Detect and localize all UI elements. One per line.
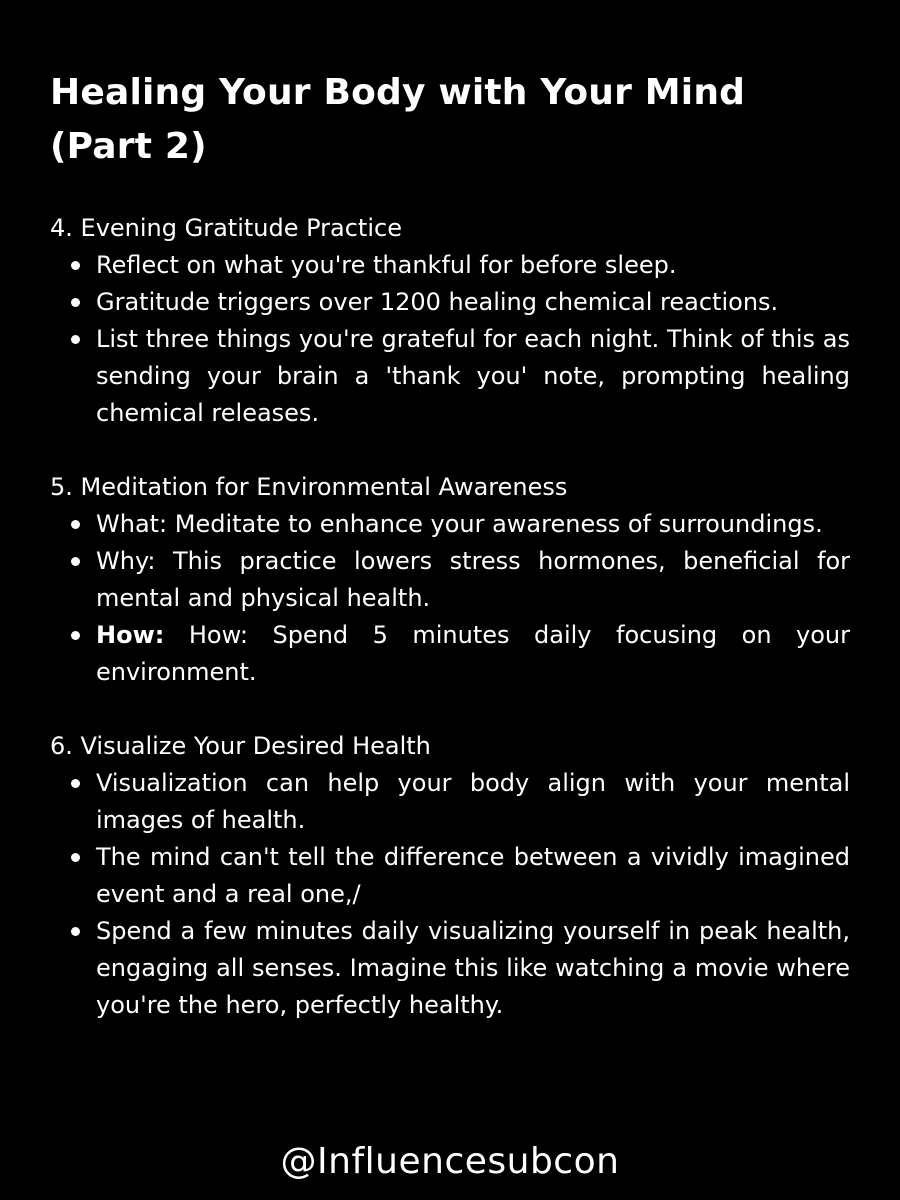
- bullet-list: [50, 765, 850, 1024]
- bullet-icon: [71, 557, 80, 566]
- list-item-text: The mind can't tell the difference between a vividly imagined event and a real one,/: [96, 843, 850, 908]
- list-item-text: Gratitude triggers over 1200 healing chemical reactions.: [96, 288, 779, 316]
- bullet-icon: [71, 853, 80, 862]
- list-item: [50, 321, 850, 432]
- bullet-icon: [71, 779, 80, 788]
- list-item-text: Spend a few minutes daily visualizing yourself in peak health, engaging all senses. Imagine this like watching a movie where you're the hero, perfectly healthy.: [96, 917, 850, 1019]
- list-item-text: Reflect on what you're thankful for before sleep.: [96, 251, 677, 279]
- list-item-bold-label: How:: [96, 621, 165, 649]
- bullet-icon: [71, 631, 80, 640]
- section-meditation: [50, 469, 850, 691]
- section-heading: 4. Evening Gratitude Practice: [50, 214, 402, 242]
- bullet-icon: [71, 335, 80, 344]
- list-item: [50, 543, 850, 617]
- list-item: [50, 913, 850, 1024]
- section-evening-gratitude: [50, 210, 850, 432]
- list-item-text: Visualization can help your body align with your mental images of health.: [96, 769, 850, 834]
- list-item: [50, 839, 850, 913]
- section-visualize-health: [50, 728, 850, 1024]
- title-line-2: (Part 2): [50, 126, 207, 167]
- list-item: [50, 765, 850, 839]
- bullet-icon: [71, 298, 80, 307]
- page-title: [50, 66, 850, 174]
- title-line-1: Healing Your Body with Your Mind: [50, 72, 746, 113]
- bullet-icon: [71, 261, 80, 270]
- footer-handle: @Influencesubcon: [280, 1141, 620, 1182]
- list-item-text: What: Meditate to enhance your awareness of surroundings.: [96, 510, 823, 538]
- list-item: [50, 284, 850, 321]
- list-item-text: How: Spend 5 minutes daily focusing on your environment.: [96, 621, 850, 686]
- bullet-icon: [71, 927, 80, 936]
- bullet-list: [50, 506, 850, 691]
- bullet-icon: [71, 520, 80, 529]
- section-heading: 5. Meditation for Environmental Awareness: [50, 473, 568, 501]
- list-item: [50, 617, 850, 691]
- list-item-text: Why: This practice lowers stress hormones, beneficial for mental and physical health.: [96, 547, 850, 612]
- section-heading: 6. Visualize Your Desired Health: [50, 732, 431, 760]
- list-item: [50, 506, 850, 543]
- list-item-text: List three things you're grateful for each night. Think of this as sending your brain a 'thank you' note, prompting healing chemical releases.: [96, 325, 850, 427]
- bullet-list: [50, 247, 850, 432]
- list-item: [50, 247, 850, 284]
- content-area: [50, 66, 850, 1061]
